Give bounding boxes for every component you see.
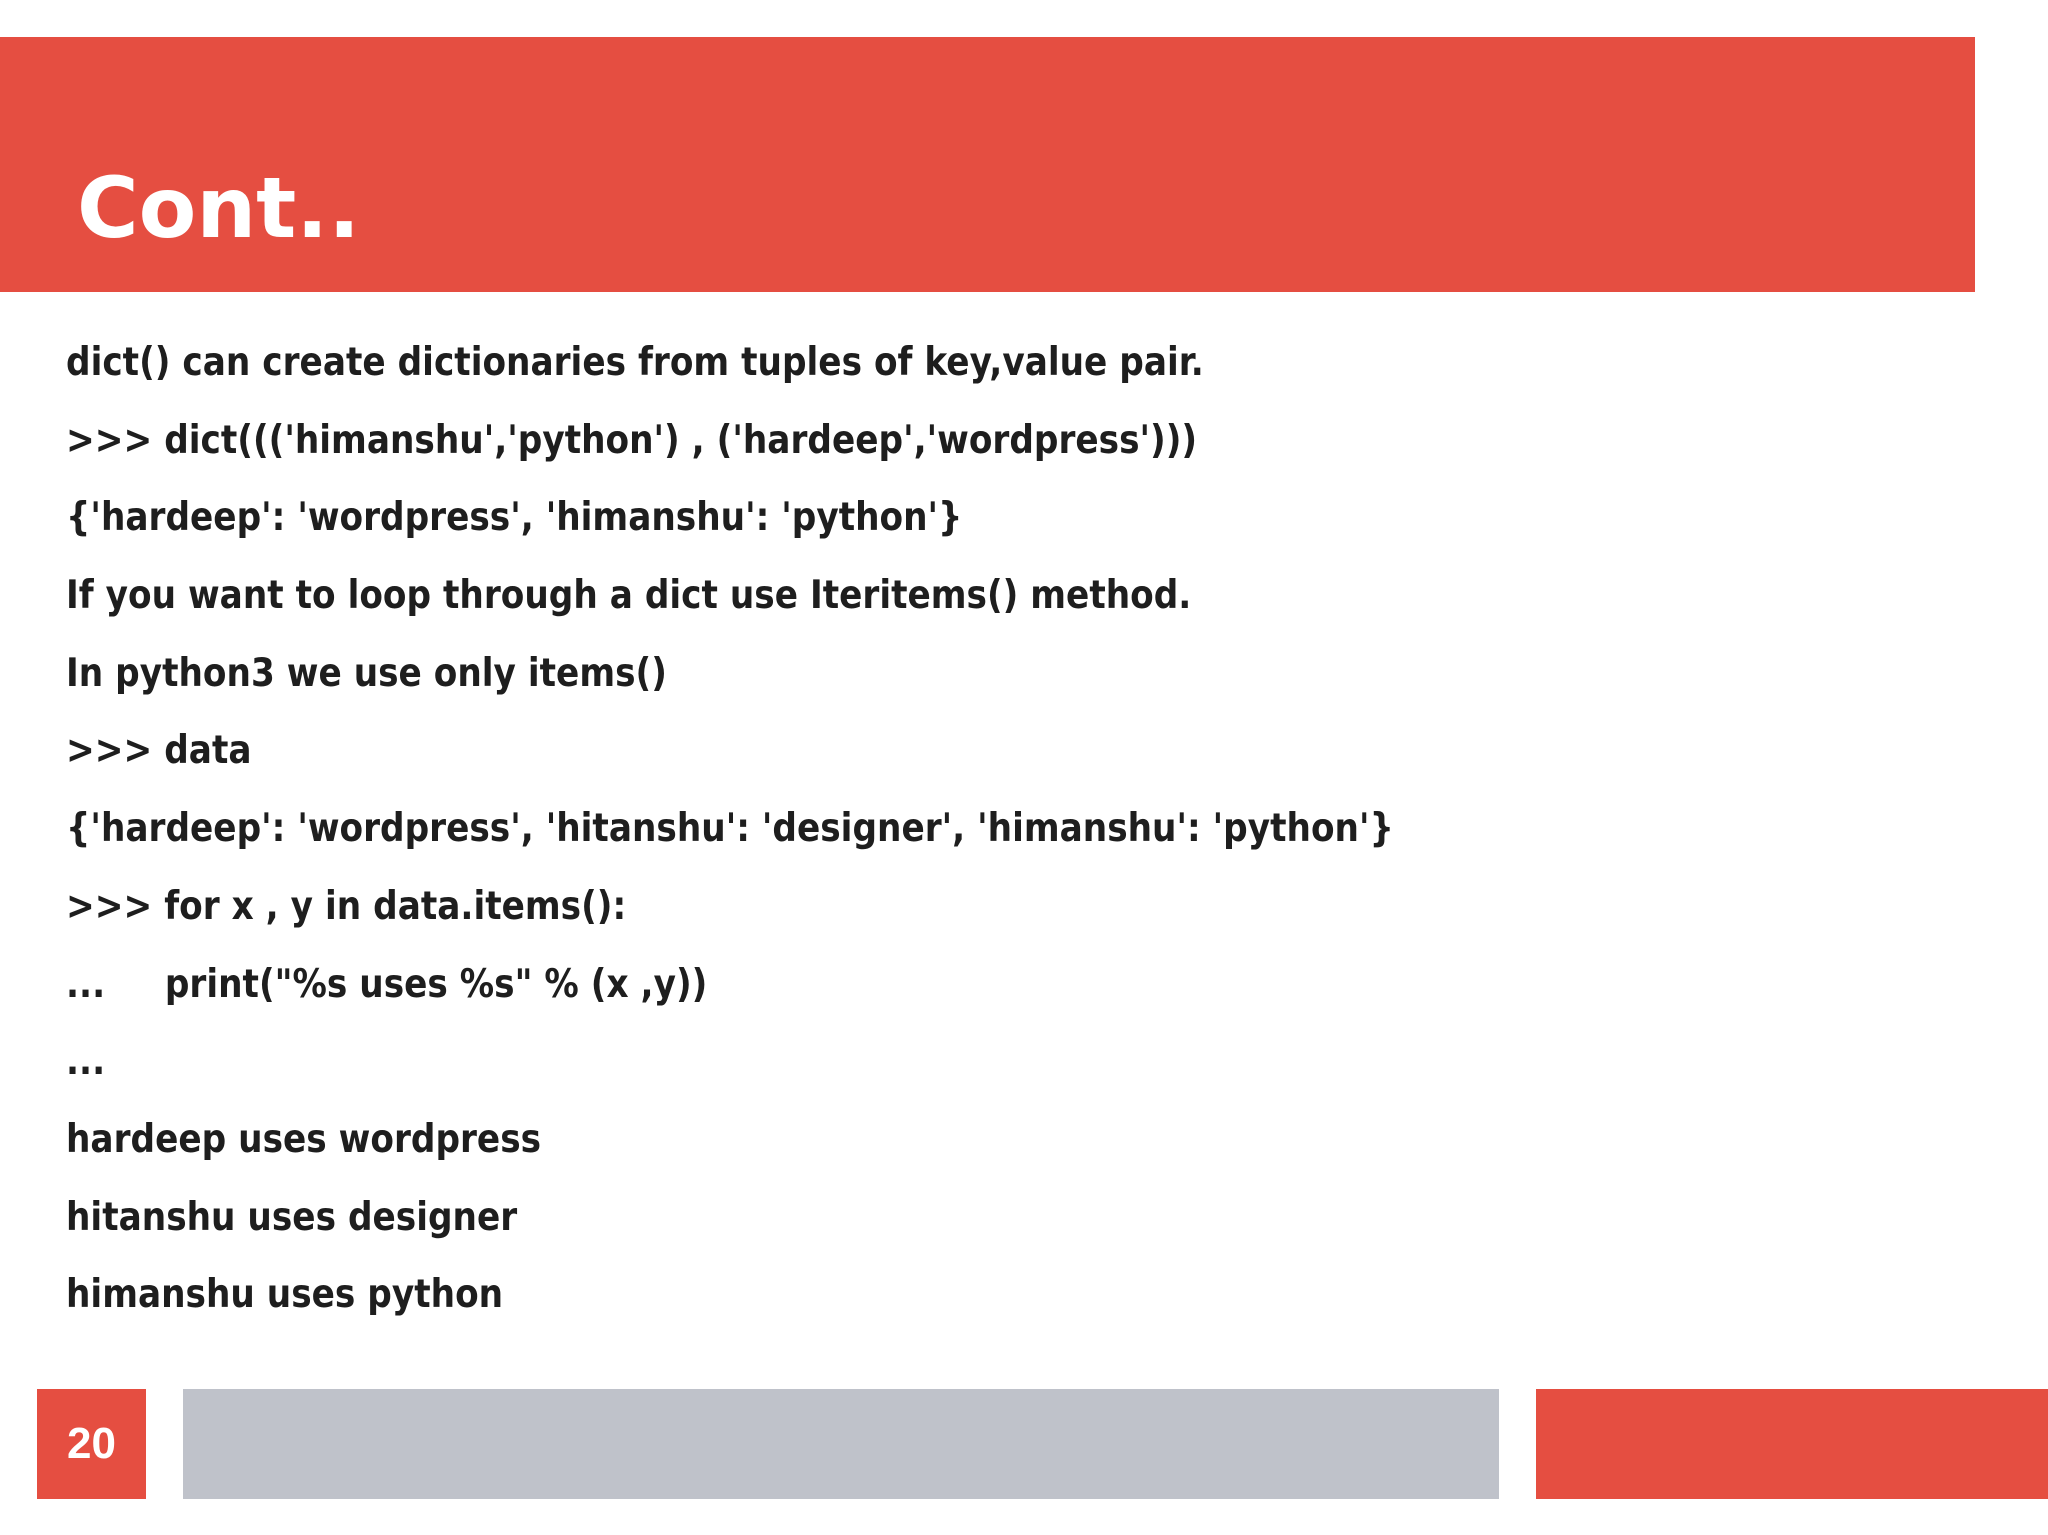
page-number-box: [37, 1389, 146, 1499]
footer-red-bar: [1536, 1389, 2048, 1499]
content-line: hardeep uses wordpress: [66, 1116, 542, 1162]
content-line: If you want to loop through a dict use Iteritems() method.: [66, 573, 1192, 619]
content-line: dict() can create dictionaries from tuples of key,value pair.: [66, 340, 1204, 385]
page-number: 20: [67, 1419, 116, 1468]
content-line: >>> dict((('himanshu','python') , ('hardeep','wordpress'))): [66, 417, 1198, 463]
content-line: hitanshu uses designer: [66, 1194, 518, 1240]
content-line: {'hardeep': 'wordpress', 'himanshu': 'python'}: [66, 495, 963, 541]
content-line: >>> data: [66, 728, 252, 774]
content-line: >>> for x , y in data.items():: [66, 883, 627, 929]
content-line: ...: [66, 1039, 106, 1085]
content-line: ... print("%s uses %s" % (x ,y)): [66, 961, 708, 1007]
footer-gray-bar: [183, 1389, 1499, 1499]
slide-content: [66, 330, 1966, 1340]
content-line: himanshu uses python: [66, 1272, 504, 1318]
content-line: In python3 we use only items(): [66, 650, 667, 696]
slide-title: Cont..: [77, 159, 361, 257]
content-line: {'hardeep': 'wordpress', 'hitanshu': 'designer', 'himanshu': 'python'}: [66, 806, 1394, 852]
